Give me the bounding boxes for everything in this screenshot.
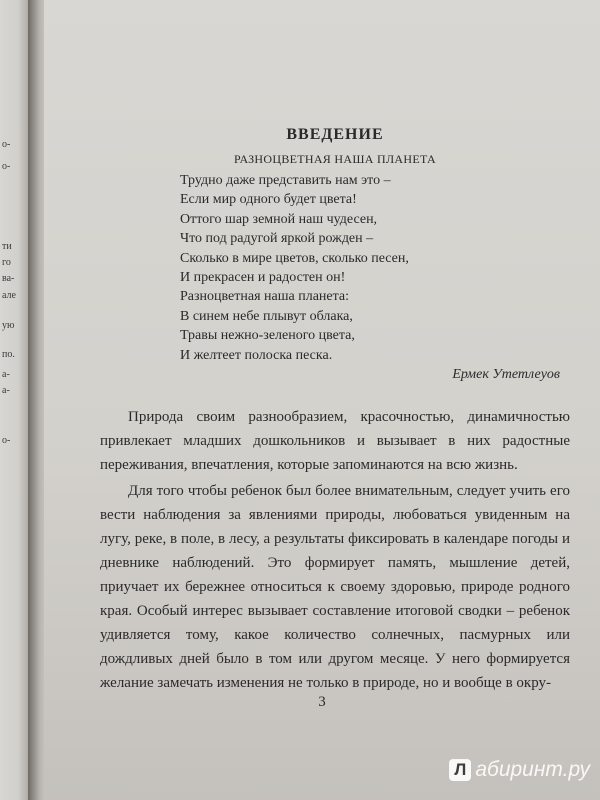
book-page (44, 0, 600, 800)
poem-line: Травы нежно-зеленого цвета, (180, 328, 355, 344)
left-page-fragment: а- (2, 369, 10, 380)
poem-line: Если мир одного будет цвета! (180, 192, 357, 208)
watermark-text: абиринт.ру (475, 758, 590, 781)
poem-line: И желтеет полоска песка. (180, 347, 333, 363)
watermark (449, 758, 590, 782)
page-number: 3 (318, 694, 326, 710)
body-paragraph: Для того чтобы ребенок был более внимательным, следует учить его вести наблюдения за явлениями природы, любоваться увиденным на лугу, реке, в поле, в лесу, а результаты фиксировать в календаре погоды и дневнике наблюдений. Это формирует память, мышление детей, приучает их бережнее относиться к своему здоровью, природе родного края. Особый интерес вызывает составление итоговой сводки – ребенок удивляется тому, какое количество солнечных, пасмурных или дождливых дней было в том или другом месяце. У него формируется желание замечать изменения не только в природе, но и вообще в окру- (100, 483, 570, 692)
left-page-fragment: ую (2, 320, 15, 331)
left-page-fragment: по. (2, 349, 15, 360)
left-page-fragment: ти (2, 241, 12, 252)
poem-line: Сколько в мире цветов, сколько песен, (180, 250, 409, 266)
poem-line: Что под радугой яркой рожден – (180, 231, 374, 247)
poem-line: В синем небе плывут облака, (180, 308, 353, 324)
poem-line: И прекрасен и радостен он! (180, 270, 346, 286)
left-page-fragment: о- (2, 161, 11, 172)
poem-title: РАЗНОЦВЕТНАЯ НАША ПЛАНЕТА (234, 152, 436, 166)
left-page-fragment: а- (2, 385, 10, 396)
poem-line: Оттого шар земной наш чудесен, (180, 211, 378, 227)
left-page-fragment: але (2, 290, 16, 301)
poem (180, 171, 570, 365)
poem-author: Ермек Утетлеуов (452, 367, 560, 383)
left-page-fragment: ва- (2, 273, 15, 284)
chapter-heading: ВВЕДЕНИЕ (286, 126, 384, 143)
body-paragraph: Природа своим разнообразием, красочностью, динамичностью привлекает младших дошкольников и вызывает в них радостные переживания, впечатления, которые запоминаются на всю жизнь. (100, 409, 570, 474)
poem-line: Трудно даже представить нам это – (180, 173, 391, 188)
left-page-fragment: о- (2, 139, 11, 150)
poem-line: Разноцветная наша планета: (180, 289, 350, 305)
labirint-logo-icon: Л (449, 759, 471, 781)
page-content (100, 126, 570, 695)
left-page (0, 0, 30, 800)
left-page-fragment: го (2, 257, 11, 268)
left-page-fragment: о- (2, 435, 11, 446)
